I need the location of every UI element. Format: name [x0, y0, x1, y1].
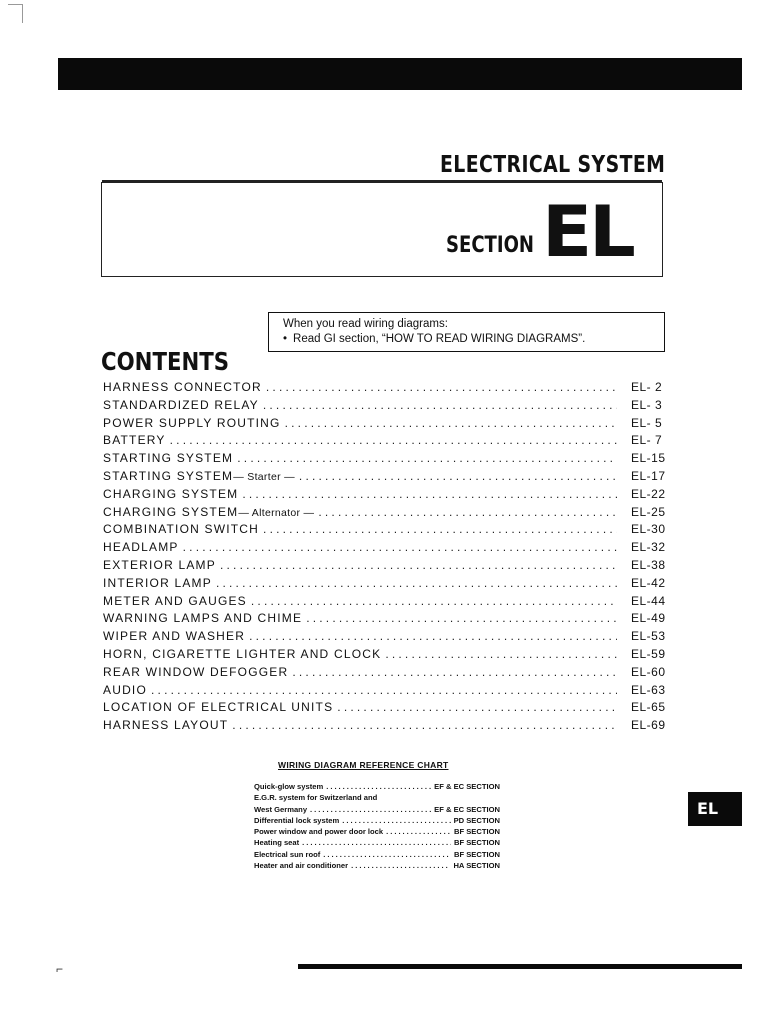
toc-entry-page: EL-53: [631, 629, 666, 644]
toc-leader-dots: [292, 665, 617, 679]
reference-section: PD SECTION: [453, 815, 500, 825]
toc-entry-label: STANDARDIZED RELAY: [103, 397, 259, 412]
reference-section: HA SECTION: [453, 861, 500, 871]
corner-crop-mark: [8, 4, 23, 23]
reference-system: Differential lock system: [254, 815, 340, 825]
toc-entry[interactable]: [103, 558, 669, 576]
toc-entry-page: EL-44: [631, 593, 666, 608]
section-label: SECTION: [446, 233, 535, 258]
note-line-2-text: Read GI section, “HOW TO READ WIRING DIAGRAMS”.: [293, 333, 586, 345]
toc-entry[interactable]: [103, 469, 669, 487]
reference-system: Power window and power door lock: [254, 827, 384, 837]
reference-section: BF SECTION: [454, 849, 500, 859]
toc-leader-dots: [306, 611, 617, 625]
toc-entry-label: CHARGING SYSTEM: [103, 486, 239, 501]
toc-entry-label: EXTERIOR LAMP: [103, 557, 216, 572]
toc-entry-label: STARTING SYSTEM: [103, 451, 234, 466]
toc-entry-label: HARNESS LAYOUT: [103, 718, 229, 733]
toc-leader-dots: [237, 451, 617, 465]
reference-system: West Germany: [254, 804, 308, 814]
toc-entry-sublabel: — Alternator —: [238, 506, 315, 519]
toc-entry-label: COMBINATION SWITCH: [103, 522, 260, 537]
table-of-contents: [103, 380, 669, 736]
reference-leader-dots: [351, 860, 450, 871]
bullet-icon: •: [283, 333, 288, 345]
section-code: EL: [542, 191, 633, 273]
toc-leader-dots: [151, 683, 617, 697]
toc-entry[interactable]: [103, 416, 669, 434]
reference-leader-dots: [326, 781, 431, 792]
toc-leader-dots: [263, 522, 617, 536]
reference-chart-row: [254, 860, 500, 871]
toc-entry[interactable]: [103, 700, 669, 718]
reference-chart-row: [254, 837, 500, 848]
toc-leader-dots: [337, 700, 617, 714]
toc-leader-dots: [285, 416, 617, 430]
reference-chart: [254, 781, 500, 871]
title-rule: [102, 180, 662, 182]
toc-leader-dots: [232, 718, 617, 732]
toc-entry[interactable]: [103, 451, 669, 469]
toc-entry-label: REAR WINDOW DEFOGGER: [103, 664, 289, 679]
toc-entry-page: EL- 2: [631, 380, 663, 394]
system-title: ELECTRICAL SYSTEM: [440, 152, 666, 178]
toc-entry-label: WARNING LAMPS AND CHIME: [103, 611, 303, 626]
reference-chart-row: [254, 849, 500, 860]
toc-entry[interactable]: [103, 611, 669, 629]
toc-entry[interactable]: [103, 576, 669, 594]
reference-chart-title: WIRING DIAGRAM REFERENCE CHART: [278, 760, 449, 770]
toc-entry-page: EL-65: [631, 700, 666, 715]
toc-entry[interactable]: [103, 629, 669, 647]
toc-entry-label: STARTING SYSTEM: [103, 468, 234, 483]
toc-entry[interactable]: [103, 647, 669, 665]
toc-entry-sublabel: — Starter —: [233, 470, 295, 483]
reference-system: Quick-glow system: [254, 782, 324, 791]
toc-entry[interactable]: [103, 665, 669, 683]
reference-system: Electrical sun roof: [254, 849, 321, 859]
reference-chart-row: [254, 792, 500, 803]
toc-entry[interactable]: [103, 398, 669, 416]
margin-mark: ⌐: [56, 962, 64, 976]
toc-entry-label: CHARGING SYSTEM: [103, 504, 239, 519]
toc-entry[interactable]: [103, 594, 669, 612]
toc-entry[interactable]: [103, 683, 669, 701]
reference-leader-dots: [386, 826, 451, 837]
reference-chart-row: [254, 826, 500, 837]
section-title-box: [101, 182, 663, 277]
reference-section: EF & EC SECTION: [434, 804, 500, 814]
reference-leader-dots: [342, 815, 450, 826]
toc-entry-label: METER AND GAUGES: [103, 593, 247, 608]
toc-entry-label: HORN, CIGARETTE LIGHTER AND CLOCK: [103, 646, 382, 661]
toc-leader-dots: [266, 380, 617, 394]
toc-entry-page: EL-32: [631, 540, 666, 555]
toc-entry[interactable]: [103, 380, 669, 398]
toc-entry-page: EL-15: [631, 451, 666, 466]
reference-section: BF SECTION: [454, 827, 500, 837]
reference-leader-dots: [323, 849, 451, 860]
toc-entry[interactable]: [103, 540, 669, 558]
toc-entry-page: EL-60: [631, 664, 666, 679]
reference-section: BF SECTION: [454, 838, 500, 848]
toc-entry-page: EL- 5: [631, 415, 663, 430]
reference-leader-dots: [310, 804, 431, 815]
toc-entry-page: EL-22: [631, 486, 666, 501]
toc-leader-dots: [170, 433, 617, 447]
toc-leader-dots: [242, 487, 617, 501]
toc-entry[interactable]: [103, 505, 669, 523]
reference-section: EF & EC SECTION: [434, 782, 500, 791]
toc-leader-dots: [251, 594, 617, 608]
toc-entry-page: EL-42: [631, 575, 666, 590]
toc-leader-dots: [318, 505, 617, 519]
contents-heading: CONTENTS: [101, 347, 230, 376]
header-black-bar: [58, 58, 742, 90]
toc-entry-page: EL- 7: [631, 433, 663, 448]
footer-rule: [298, 964, 742, 969]
reference-system: Heating seat: [254, 838, 300, 848]
toc-entry-label: LOCATION OF ELECTRICAL UNITS: [103, 700, 334, 715]
reading-note-box: [268, 312, 665, 352]
toc-entry-label: HARNESS CONNECTOR: [103, 380, 262, 394]
toc-entry-page: EL-63: [631, 682, 666, 697]
note-line-1: When you read wiring diagrams:: [283, 318, 448, 330]
toc-entry-page: EL- 3: [631, 397, 663, 412]
toc-entry-page: EL-69: [631, 718, 666, 733]
reference-chart-row: [254, 804, 500, 815]
toc-entry-label: INTERIOR LAMP: [103, 575, 212, 590]
toc-entry[interactable]: [103, 433, 669, 451]
reference-leader-dots: [302, 837, 451, 848]
reference-system: Heater and air conditioner: [254, 861, 349, 871]
toc-entry-page: EL-25: [631, 504, 666, 519]
section-tab-badge[interactable]: EL: [688, 792, 742, 826]
toc-entry-page: EL-30: [631, 522, 666, 537]
toc-entry[interactable]: [103, 522, 669, 540]
toc-entry-label: AUDIO: [103, 682, 148, 697]
toc-entry-label: POWER SUPPLY ROUTING: [103, 415, 281, 430]
reference-chart-row: [254, 781, 500, 792]
toc-entry[interactable]: [103, 718, 669, 736]
toc-leader-dots: [249, 629, 617, 643]
toc-leader-dots: [385, 647, 617, 661]
toc-entry-label: HEADLAMP: [103, 540, 179, 555]
reference-chart-row: [254, 815, 500, 826]
toc-leader-dots: [299, 469, 617, 483]
toc-entry-label: BATTERY: [103, 433, 166, 448]
toc-leader-dots: [263, 398, 617, 412]
toc-entry-label: WIPER AND WASHER: [103, 629, 246, 644]
toc-entry-page: EL-59: [631, 646, 666, 661]
toc-leader-dots: [183, 540, 617, 554]
toc-entry-page: EL-49: [631, 611, 666, 626]
toc-entry[interactable]: [103, 487, 669, 505]
note-line-2: [283, 332, 664, 347]
toc-entry-page: EL-17: [631, 468, 666, 483]
toc-leader-dots: [220, 558, 617, 572]
toc-leader-dots: [216, 576, 617, 590]
reference-system: E.G.R. system for Switzerland and: [254, 793, 378, 803]
toc-entry-page: EL-38: [631, 557, 666, 572]
